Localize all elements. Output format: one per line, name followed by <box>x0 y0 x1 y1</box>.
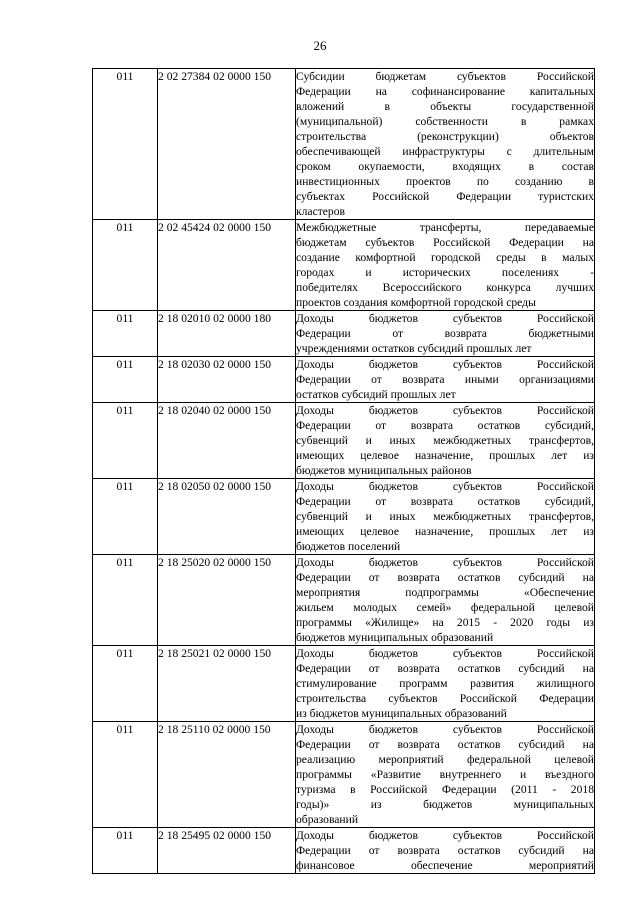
description-cell <box>296 69 595 220</box>
description-line: Федерации от возврата остатков субсидий, <box>296 495 594 508</box>
table-row <box>93 69 595 220</box>
admin-code-cell: 011 <box>93 311 158 357</box>
description-cell <box>296 555 595 646</box>
table-row <box>93 555 595 646</box>
description-line: Доходы бюджетов субъектов Российской <box>296 723 594 736</box>
admin-code-cell: 011 <box>93 357 158 403</box>
description-line: образований <box>296 813 359 826</box>
admin-code-cell: 011 <box>93 403 158 479</box>
admin-code-cell: 011 <box>93 479 158 555</box>
budget-code-cell: 2 02 45424 02 0000 150 <box>158 220 296 311</box>
description-cell <box>296 722 595 828</box>
description-line: обеспечивающей инфраструктуры с длительным <box>296 145 594 158</box>
description-line: остатков субсидий прошлых лет <box>296 388 456 401</box>
description-line: создание комфортной городской среды в малых <box>296 251 594 264</box>
description-line: субвенций и иных межбюджетных трансфертов, <box>296 510 594 523</box>
description-line: Федерации от возврата остатков субсидий на <box>296 738 594 751</box>
description-line: годы)» из бюджетов муниципальных <box>296 798 594 811</box>
table-row <box>93 722 595 828</box>
table-row <box>93 646 595 722</box>
description-cell <box>296 220 595 311</box>
description-line: бюджетов муниципальных районов <box>296 464 472 477</box>
description-cell <box>296 403 595 479</box>
budget-code-cell: 2 18 25020 02 0000 150 <box>158 555 296 646</box>
description-line: проектов создания комфортной городской среды <box>296 296 536 309</box>
description-cell <box>296 311 595 357</box>
admin-code-cell: 011 <box>93 69 158 220</box>
table-row <box>93 357 595 403</box>
description-line: туризма в Российской Федерации (2011 - 2018 <box>296 783 594 796</box>
budget-code-cell: 2 02 27384 02 0000 150 <box>158 69 296 220</box>
admin-code-cell: 011 <box>93 646 158 722</box>
description-line: вложений в объекты государственной <box>296 100 594 113</box>
admin-code-cell: 011 <box>93 555 158 646</box>
budget-revenue-table <box>92 68 595 874</box>
admin-code-cell: 011 <box>93 828 158 874</box>
description-line: из бюджетов муниципальных образований <box>296 707 507 720</box>
description-line: учреждениями остатков субсидий прошлых лет <box>296 342 532 355</box>
budget-code-cell: 2 18 02050 02 0000 150 <box>158 479 296 555</box>
budget-code-cell: 2 18 02010 02 0000 180 <box>158 311 296 357</box>
description-line: Доходы бюджетов субъектов Российской <box>296 829 594 842</box>
table-row <box>93 828 595 874</box>
description-line: стимулирование программ развития жилищного <box>296 677 594 690</box>
description-line: Федерации от возврата остатков субсидий на <box>296 662 594 675</box>
description-line: программы «Развитие внутреннего и въездного <box>296 768 594 781</box>
description-line: Федерации от возврата иными организациями <box>296 373 594 386</box>
description-line: субвенций и иных межбюджетных трансфертов, <box>296 434 594 447</box>
admin-code-cell: 011 <box>93 722 158 828</box>
admin-code-cell: 011 <box>93 220 158 311</box>
description-cell <box>296 357 595 403</box>
description-line: имеющих целевое назначение, прошлых лет из <box>296 525 594 538</box>
description-line: инвестиционных проектов по созданию в <box>296 175 594 188</box>
table-row <box>93 403 595 479</box>
description-line: Субсидии бюджетам субъектов Российской <box>296 70 594 83</box>
description-cell <box>296 828 595 874</box>
table-row <box>93 220 595 311</box>
description-line: бюджетов муниципальных образований <box>296 631 494 644</box>
description-line: Доходы бюджетов субъектов Российской <box>296 312 594 325</box>
description-line: Доходы бюджетов субъектов Российской <box>296 556 594 569</box>
description-line: бюджетов поселений <box>296 540 401 553</box>
description-line: Федерации от возврата остатков субсидий на <box>296 571 594 584</box>
description-line: Федерации на софинансирование капитальных <box>296 85 594 98</box>
description-line: Федерации от возврата остатков субсидий, <box>296 419 594 432</box>
description-line: мероприятия подпрограммы «Обеспечение <box>296 586 594 599</box>
description-line: финансовое обеспечение мероприятий <box>296 859 594 872</box>
table-row <box>93 479 595 555</box>
description-line: имеющих целевое назначение, прошлых лет из <box>296 449 594 462</box>
description-line: Федерации от возврата бюджетными <box>296 327 594 340</box>
page-number: 26 <box>313 38 327 53</box>
description-line: победителях Всероссийского конкурса лучших <box>296 281 594 294</box>
budget-code-cell: 2 18 25110 02 0000 150 <box>158 722 296 828</box>
description-line: Доходы бюджетов субъектов Российской <box>296 358 594 371</box>
description-line: (муниципальной) собственности в рамках <box>296 115 594 128</box>
description-line: городах и исторических поселениях - <box>296 266 594 279</box>
description-line: Доходы бюджетов субъектов Российской <box>296 647 594 660</box>
budget-code-cell: 2 18 02030 02 0000 150 <box>158 357 296 403</box>
table-body <box>93 69 595 874</box>
description-line: Федерации от возврата остатков субсидий на <box>296 844 594 857</box>
description-cell <box>296 646 595 722</box>
table-row <box>93 311 595 357</box>
description-line: сроком окупаемости, входящих в состав <box>296 160 594 173</box>
description-line: субъектах Российской Федерации туристских <box>296 190 594 203</box>
description-cell <box>296 479 595 555</box>
description-line: реализацию мероприятий федеральной целевой <box>296 753 594 766</box>
description-line: жильем молодых семей» федеральной целевой <box>296 601 594 614</box>
budget-code-cell: 2 18 25495 02 0000 150 <box>158 828 296 874</box>
description-line: кластеров <box>296 205 345 218</box>
description-line: Межбюджетные трансферты, передаваемые <box>296 221 594 234</box>
description-line: Доходы бюджетов субъектов Российской <box>296 404 594 417</box>
budget-code-cell: 2 18 25021 02 0000 150 <box>158 646 296 722</box>
description-line: строительства субъектов Российской Федерации <box>296 692 594 705</box>
description-line: программы «Жилище» на 2015 - 2020 годы из <box>296 616 594 629</box>
description-line: бюджетам субъектов Российской Федерации на <box>296 236 594 249</box>
description-line: Доходы бюджетов субъектов Российской <box>296 480 594 493</box>
budget-code-cell: 2 18 02040 02 0000 150 <box>158 403 296 479</box>
description-line: строительства (реконструкции) объектов <box>296 130 594 143</box>
